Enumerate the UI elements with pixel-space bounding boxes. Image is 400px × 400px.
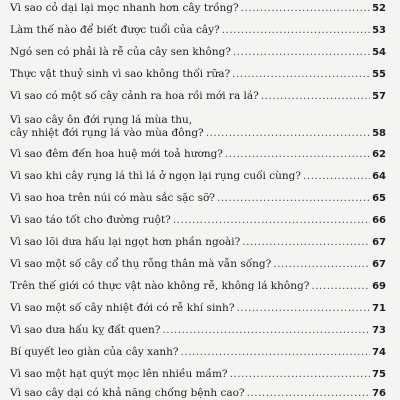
toc-entry-title: Vì sao dưa hấu kỵ đất quen? (10, 324, 161, 336)
toc-leader-dots (303, 170, 370, 183)
toc-leader-dots (222, 24, 370, 37)
toc-entry-title: Bí quyết leo giàn của cây xanh? (10, 346, 179, 358)
toc-entry-title-line1: Vì sao cây ôn đới rụng lá mùa thu, (10, 114, 193, 126)
toc-entry-title-block (10, 114, 204, 140)
toc-entry (10, 258, 386, 271)
toc-leader-dots (242, 236, 370, 249)
toc-leader-dots (230, 368, 371, 381)
toc-entry (10, 236, 386, 249)
toc-entry-page: 52 (372, 3, 386, 14)
toc-entry-page: 74 (372, 347, 386, 358)
toc-entry (10, 192, 386, 205)
toc-entry-page: 53 (372, 25, 386, 36)
toc-leader-dots (206, 127, 370, 140)
toc-leader-dots (217, 192, 370, 205)
toc-entry-page: 64 (372, 171, 386, 182)
toc-entry-page: 55 (372, 69, 386, 80)
toc-entry-page: 67 (372, 259, 386, 270)
toc-entry-title: Vì sao cây dại có khả năng chống bệnh cao? (10, 387, 245, 399)
toc-entry (10, 324, 386, 337)
toc-leader-dots (273, 258, 370, 271)
toc-entry-title: Thực vật thuỷ sinh vì sao không thối rữa? (10, 68, 231, 80)
toc-leader-dots (241, 2, 370, 15)
toc-entry (10, 24, 386, 37)
toc-entry (10, 302, 386, 315)
toc-entry-page: 58 (372, 128, 386, 139)
toc-entry-title: Trên thế giới có thực vật nào không rễ, không lá không? (10, 280, 310, 292)
toc-entry (10, 114, 386, 140)
toc-entry (10, 280, 386, 293)
toc-entry (10, 214, 386, 227)
toc-leader-dots (233, 46, 370, 59)
toc-leader-dots (311, 280, 370, 293)
toc-entry-title: Vì sao đêm đến hoa huệ mới toả hương? (10, 148, 223, 160)
toc-entry (10, 368, 386, 381)
toc-entry-title: Vì sao một số cây nhiệt đới có rễ khí sinh? (10, 302, 235, 314)
toc-leader-dots (261, 90, 370, 103)
toc-entry-title: Vì sao có một số cây cảnh ra hoa rồi mới ra lá? (10, 90, 259, 102)
toc-entry (10, 387, 386, 400)
toc-entry-title: Vì sao khi cây rụng lá thì lá ở ngọn lại rụng cuối cùng? (10, 170, 302, 182)
toc-entry (10, 170, 386, 183)
toc-leader-dots (225, 148, 370, 161)
toc-entry (10, 2, 386, 15)
toc-entry-title: Vì sao lõi dưa hấu lại ngọt hơn phần ngoài? (10, 236, 241, 248)
toc-leader-dots (232, 68, 370, 81)
toc-entry-title: Vì sao một hạt quýt mọc lên nhiều mầm? (10, 368, 228, 380)
toc-leader-dots (247, 387, 371, 400)
toc-entry-page: 66 (372, 215, 386, 226)
toc-entry (10, 90, 386, 103)
toc-entry (10, 148, 386, 161)
toc-entry-title: cây nhiệt đới rụng lá vào mùa đông? (10, 127, 204, 139)
toc-entry-title: Vì sao hoa trên núi có màu sắc sặc sỡ? (10, 192, 215, 204)
toc-leader-dots (173, 214, 370, 227)
toc-entry (10, 46, 386, 59)
toc-entry-page: 54 (372, 47, 386, 58)
toc-entry-title: Làm thế nào để biết được tuổi của cây? (10, 24, 220, 36)
toc-leader-dots (236, 302, 370, 315)
toc-entry-page: 73 (372, 325, 386, 336)
toc-entry (10, 346, 386, 359)
toc-entry-page: 57 (372, 91, 386, 102)
toc-entry-title: Vì sao một số cây cổ thụ rỗng thân mà vẫn sống? (10, 258, 272, 270)
toc-entry-page: 67 (372, 237, 386, 248)
toc-entry-page: 75 (372, 369, 386, 380)
toc-entry (10, 68, 386, 81)
toc-leader-dots (181, 346, 371, 359)
toc-entry-title: Ngó sen có phải là rễ của cây sen không? (10, 46, 231, 58)
toc-entry-page: 71 (372, 303, 386, 314)
toc-entry-title: Vì sao cỏ dại lại mọc nhanh hơn cây trồng? (10, 2, 239, 14)
toc-entry-page: 62 (372, 149, 386, 160)
toc-entry-page: 76 (372, 388, 386, 399)
toc-entry-page: 69 (372, 281, 386, 292)
toc-entry-page: 65 (372, 193, 386, 204)
toc-entry-title: Vì sao táo tốt cho đường ruột? (10, 214, 171, 226)
toc-leader-dots (162, 324, 370, 337)
